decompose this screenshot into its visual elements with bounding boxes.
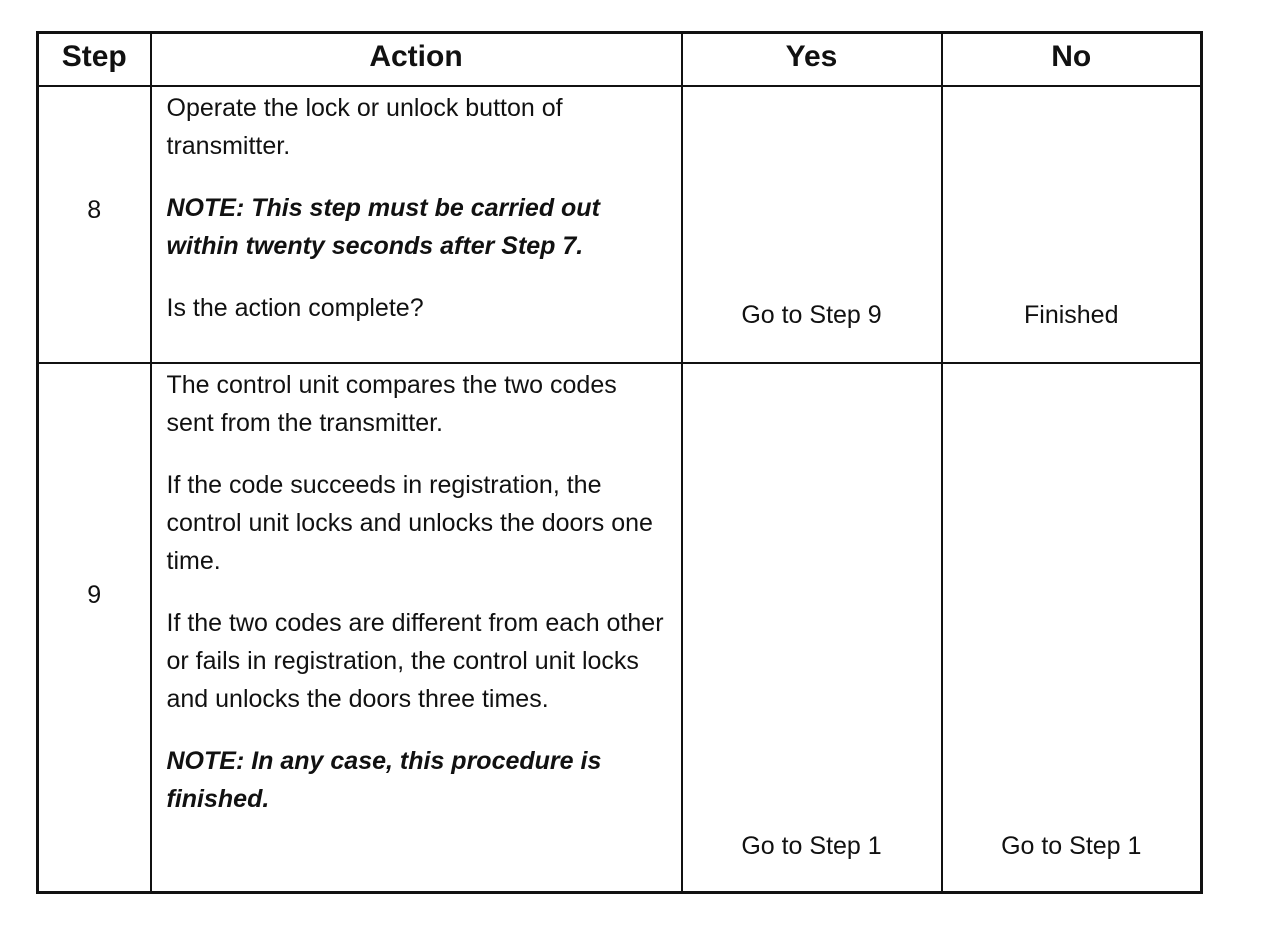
action-text: Operate the lock or unlock button of transmitter. bbox=[166, 93, 563, 160]
header-step: Step bbox=[38, 33, 151, 86]
step-number: 8 bbox=[87, 195, 102, 224]
step-cell bbox=[38, 363, 151, 893]
action-question: Is the action complete? bbox=[166, 293, 424, 322]
table-row bbox=[38, 86, 1202, 363]
table-row bbox=[38, 363, 1202, 893]
yes-cell bbox=[682, 363, 942, 893]
action-note: NOTE: In any case, this procedure is finished. bbox=[166, 746, 602, 813]
step-number: 9 bbox=[87, 581, 102, 610]
step-cell bbox=[38, 86, 151, 363]
table-header bbox=[38, 33, 1202, 86]
yes-cell bbox=[682, 86, 942, 363]
no-result: Go to Step 1 bbox=[1001, 832, 1142, 860]
action-text: If the two codes are different from each other or fails in registration, the control unit locks and unlocks the doors three times. bbox=[166, 608, 664, 713]
action-text: If the code succeeds in registration, the control unit locks and unlocks the doors one time. bbox=[166, 470, 653, 575]
action-text: The control unit compares the two codes sent from the transmitter. bbox=[166, 370, 617, 437]
action-cell bbox=[151, 86, 682, 363]
no-result: Finished bbox=[1024, 300, 1119, 329]
header-row bbox=[38, 33, 1202, 86]
yes-result: Go to Step 9 bbox=[741, 300, 882, 329]
table-body bbox=[38, 86, 1202, 893]
procedure-table bbox=[36, 31, 1203, 894]
no-cell bbox=[942, 86, 1202, 363]
yes-result: Go to Step 1 bbox=[741, 832, 882, 860]
action-note: NOTE: This step must be carried out within twenty seconds after Step 7. bbox=[166, 193, 600, 260]
action-cell bbox=[151, 363, 682, 893]
header-no: No bbox=[942, 33, 1202, 86]
header-yes: Yes bbox=[682, 33, 942, 86]
header-action: Action bbox=[151, 33, 682, 86]
no-cell bbox=[942, 363, 1202, 893]
